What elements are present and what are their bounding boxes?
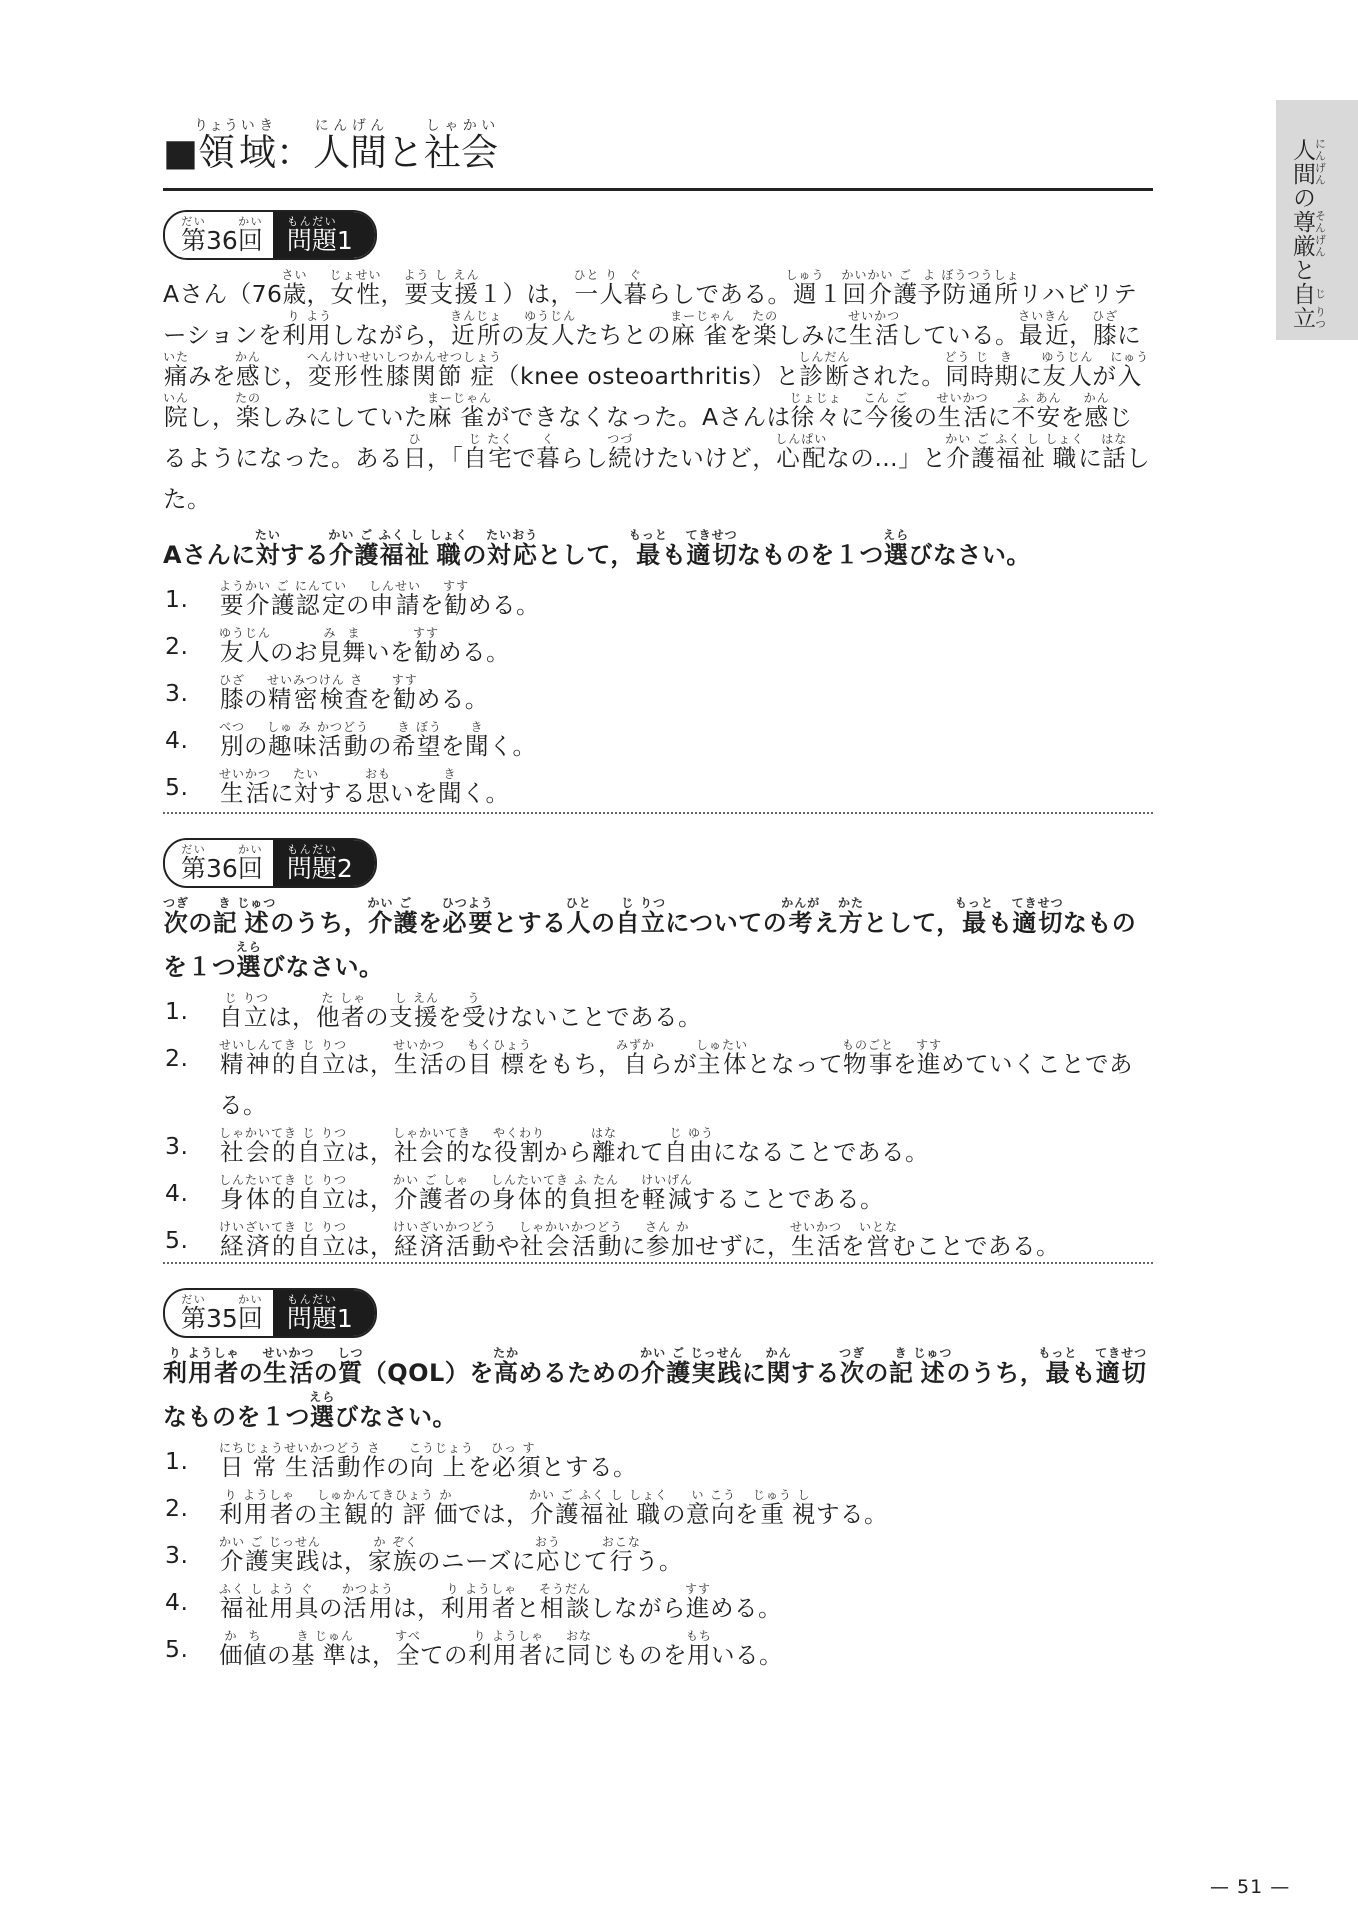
question-number-label: 問もん題だい 2 (273, 840, 375, 886)
option-number: 4. (165, 726, 189, 754)
answer-option[interactable] (163, 1629, 1153, 1676)
answer-option[interactable] (163, 579, 1153, 626)
exam-round-label: 第だい 36 回かい (165, 212, 273, 258)
case-scenario: Aさん（76歳さい，女じょ性せい，要よう支し援えん１）は，一ひと人り暮ぐらしである。週しゅう１回かい介かい護ご予よ防ぼう通つう所しょリハビリテーションを利り用ようしながら，近きん所じょの友ゆう人じんたちとの麻まー雀じゃんを楽たのしみに生せい活かつしている。最さい近きん，膝ひざに痛いたみを感かんじ，変へん形けい性せい膝しつ関かん節せつ症しょう（knee osteoarthritis）と診しん断だんされた。同どう時じ期きに友ゆう人じんが入にゅう院いんし，楽たのしみにしていた麻まー雀じゃんができなくなった。Aさんは徐じょ々じょに今こん後ごの生せい活かつに不ふ安あんを感かんじるようになった。ある日ひ，「自じ宅たくで暮くらし続つづけたいけど，心しん配ぱいなの…」と介かい護ご福ふく祉し職しょくに話はなした。 (163, 268, 1151, 513)
question-block-3 (163, 1288, 1153, 1676)
option-number: 5. (165, 1635, 189, 1663)
option-text: 要よう介かい護ご認にん定ていの申しん請せいを勧すすめる。 (219, 579, 540, 619)
page-number: — 51 — (1210, 1876, 1291, 1898)
option-text: 友ゆう人じんのお見み舞まいを勧すすめる。 (219, 626, 510, 666)
option-number: 2. (165, 1044, 189, 1072)
dotted-divider (163, 812, 1153, 814)
answer-options (163, 991, 1153, 1267)
question-number-label: 問もん題だい 1 (273, 212, 375, 258)
answer-options (163, 1441, 1153, 1676)
domain-title: ■領りょう域いき：人にん間げんと社しゃ会かい (163, 118, 498, 174)
answer-option[interactable] (163, 626, 1153, 673)
answer-option[interactable] (163, 991, 1153, 1038)
option-text: 福ふく祉し用よう具ぐの活かつ用ようは，利り用よう者しゃと相そう談だんしながら進すすめる。 (219, 1582, 782, 1622)
question-block-1 (163, 210, 1153, 814)
option-number: 4. (165, 1588, 189, 1616)
option-number: 2. (165, 632, 189, 660)
question-block-2 (163, 838, 1153, 1267)
answer-option[interactable] (163, 1441, 1153, 1488)
option-text: 社しゃ会かい的てき自じ立りつは，社しゃ会かい的てきな役やく割わりから離はなれて自じ由ゆうになることである。 (219, 1126, 929, 1166)
answer-option[interactable] (163, 1126, 1153, 1173)
question-stem: Aさんに対たいする介かい護ご福ふく祉し職しょくの対たい応おうとして，最もっとも適てき切せつなものを１つ選えらびなさい。 (163, 528, 1031, 569)
answer-option[interactable] (163, 1582, 1153, 1629)
question-stem: 利り用よう者しゃの生せい活かつの質しつ（QOL）を高たかめるための介かい護ご実じっ践せんに関かんする次つぎの記き述じゅつのうち，最もっとも適てき切せつなものを１つ選えらびなさい。 (163, 1346, 1148, 1431)
domain-header (163, 118, 1153, 191)
option-text: 経けい済ざい的てき自じ立りつは，経けい済ざい活かつ動どうや社しゃ会かい活かつ動どうに参さん加かせずに，生せい活かつを営いとなむことである。 (219, 1220, 1060, 1260)
option-text: 価か値ちの基き準じゅんは，全すべての利り用よう者しゃに同おなじものを用もちいる。 (219, 1629, 783, 1669)
option-text: 生せい活かつに対たいする思おもいを聞きく。 (219, 767, 510, 807)
option-number: 5. (165, 1226, 189, 1254)
option-text: 利り用よう者しゃの主しゅ観かん的てき評ひょう価かでは，介かい護ご福ふく祉し職しょくの意い向こうを重じゅう視しする。 (219, 1488, 888, 1528)
answer-option[interactable] (163, 673, 1153, 720)
exam-round-label: 第だい 36 回かい (165, 840, 273, 886)
option-number: 4. (165, 1179, 189, 1207)
answer-option[interactable] (163, 1535, 1153, 1582)
option-text: 精せい神しん的てき自じ立りつは，生せい活かつの目もく標ひょうをもち，自みずからが主しゅ体たいとなって物もの事ごとを進すすめていくことである。 (219, 1038, 1133, 1119)
option-text: 日にち常じょう生せい活かつ動どう作さの向こう上じょうを必ひっ須すとする。 (219, 1441, 637, 1481)
option-number: 1. (165, 1447, 189, 1475)
side-tab-label: 人にん間げんの尊そん厳げんと自じ立りつ (1289, 138, 1327, 330)
option-number: 5. (165, 773, 189, 801)
option-text: 自じ立りつは，他た者しゃの支し援えんを受うけないことである。 (219, 991, 702, 1031)
answer-option[interactable] (163, 1173, 1153, 1220)
answer-option[interactable] (163, 720, 1153, 767)
question-badge (163, 210, 377, 260)
question-stem: 次つぎの記き述じゅつのうち，介かい護ごを必ひつ要ようとする人ひとの自じ立りつについての考かんがえ方かたとして，最もっとも適てき切せつなものを１つ選えらびなさい。 (163, 896, 1137, 981)
answer-option[interactable] (163, 1220, 1153, 1267)
answer-option[interactable] (163, 1488, 1153, 1535)
option-number: 3. (165, 679, 189, 707)
answer-option[interactable] (163, 767, 1153, 814)
option-text: 別べつの趣しゅ味み活かつ動どうの希き望ぼうを聞きく。 (219, 720, 537, 760)
answer-options (163, 579, 1153, 814)
option-number: 3. (165, 1132, 189, 1160)
option-text: 膝ひざの精せい密みつ検けん査さを勧すすめる。 (219, 673, 489, 713)
option-number: 1. (165, 585, 189, 613)
question-number-label: 問もん題だい 1 (273, 1290, 375, 1336)
option-number: 2. (165, 1494, 189, 1522)
option-number: 3. (165, 1541, 189, 1569)
question-badge (163, 838, 377, 888)
exam-round-label: 第だい 35 回かい (165, 1290, 273, 1336)
section-side-tab (1276, 100, 1358, 340)
question-badge (163, 1288, 377, 1338)
answer-option[interactable] (163, 1038, 1153, 1126)
dotted-divider (163, 1262, 1153, 1264)
option-text: 介かい護ご実じっ践せんは，家か族ぞくのニーズに応おうじて行おこなう。 (219, 1535, 683, 1575)
option-number: 1. (165, 997, 189, 1025)
option-text: 身しん体たい的てき自じ立りつは，介かい護ご者しゃの身しん体たい的てき負ふ担たんを軽けい減げんすることである。 (219, 1173, 884, 1213)
